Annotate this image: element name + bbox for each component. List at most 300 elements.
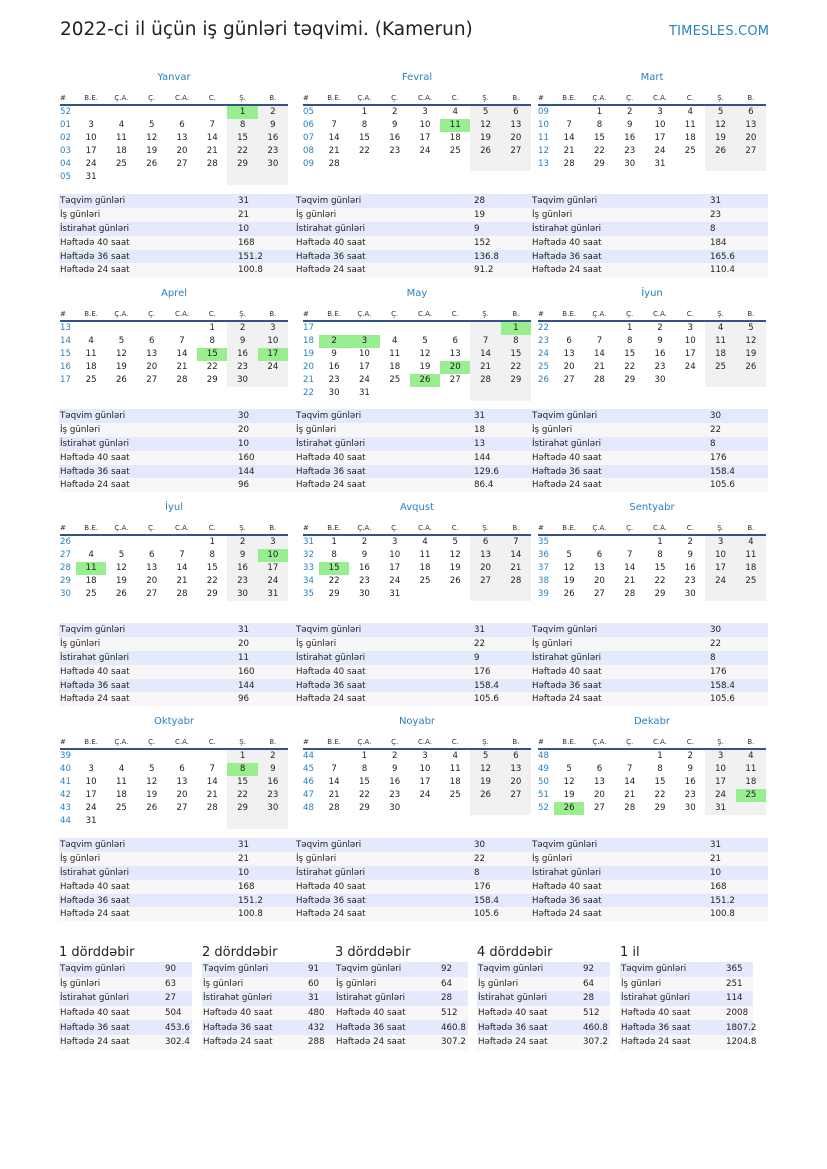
day-cell: 14 [593, 349, 605, 360]
week-number: 35 [303, 589, 314, 600]
stat-value: 165.6 [709, 250, 768, 264]
period-stats [620, 962, 757, 1050]
week-row [60, 588, 288, 601]
day-cell: 27 [146, 375, 158, 386]
stat-value: 30 [237, 409, 296, 423]
weekday-header: C.A. [167, 735, 197, 749]
day-cell: 3 [422, 107, 428, 117]
month-name: Aprel [160, 288, 187, 299]
day-cell: 29 [654, 589, 666, 600]
empty-day-cell [197, 749, 227, 763]
week-row [303, 321, 531, 335]
week-number: 03 [60, 146, 71, 157]
day-cell: 24 [654, 146, 666, 157]
day-cell: 18 [736, 562, 766, 575]
weekday-header: C. [675, 735, 705, 749]
stat-value: 28 [473, 194, 532, 208]
stat-row [59, 637, 296, 651]
day-cell: 25 [736, 575, 766, 588]
weekday-header: B.E. [554, 91, 584, 105]
week-row [60, 789, 288, 802]
week-number: 28 [60, 563, 71, 574]
day-cell: 22 [358, 146, 370, 157]
day-cell: 9 [391, 120, 398, 131]
day-cell: 7 [501, 535, 531, 549]
day-cell: 26 [470, 789, 500, 802]
stat-row [477, 977, 610, 992]
weekday-header: # [303, 521, 319, 535]
day-cell: 23 [389, 790, 401, 801]
stat-value: 1204.8 [725, 1035, 753, 1050]
day-cell: 26 [115, 589, 127, 600]
stat-row [295, 451, 532, 465]
month-calendar [303, 71, 531, 171]
week-number: 48 [303, 803, 314, 814]
day-cell: 29 [206, 375, 218, 386]
stat-value: 302.4 [164, 1035, 192, 1050]
stat-label: Həftədə 36 saat [59, 1020, 164, 1035]
empty-day-cell [440, 158, 470, 171]
weekday-header: C. [440, 521, 470, 535]
weekday-header: Ç. [137, 735, 167, 749]
stat-value: 453.6 [164, 1020, 192, 1035]
day-cell: 10 [358, 349, 370, 360]
empty-day-cell [167, 105, 197, 119]
stat-value: 8 [473, 866, 532, 880]
week-row [538, 763, 766, 776]
day-cell: 11 [115, 133, 127, 144]
weekday-header: B. [501, 735, 531, 749]
day-cell: 8 [331, 550, 337, 561]
stat-row [59, 692, 296, 706]
stat-label: İstirahət günləri [620, 991, 725, 1006]
stat-label: Həftədə 24 saat [531, 692, 709, 706]
week-number: 26 [538, 375, 549, 386]
stat-label: Həftədə 24 saat [295, 263, 473, 277]
stat-label: Həftədə 24 saat [620, 1035, 725, 1050]
day-cell: 28 [206, 159, 218, 170]
empty-day-cell [736, 158, 766, 171]
weekday-header: Ç. [615, 307, 645, 321]
week-number: 39 [538, 589, 549, 600]
empty-day-cell [584, 535, 614, 549]
week-row [538, 776, 766, 789]
weekday-header: Ç.A. [349, 91, 379, 105]
empty-day-cell [197, 171, 227, 184]
stat-label: Təqvim günləri [477, 962, 582, 977]
stat-label: Həftədə 36 saat [531, 894, 709, 908]
stat-label: Həftədə 40 saat [295, 451, 473, 465]
stat-row [295, 437, 532, 451]
day-cell: 5 [470, 105, 500, 119]
week-row [60, 575, 288, 588]
week-row [60, 562, 288, 575]
stat-label: İstirahət günləri [202, 991, 307, 1006]
week-row [303, 119, 531, 132]
stat-row [531, 623, 768, 637]
period-title: 3 dörddəbir [335, 945, 411, 960]
stat-label: Həftədə 36 saat [59, 679, 237, 693]
day-cell: 4 [88, 550, 94, 561]
weekday-header: C.A. [645, 735, 675, 749]
stat-value: 96 [237, 478, 296, 492]
stat-label: Təqvim günləri [295, 194, 473, 208]
brand-link[interactable]: TIMESLES.COM [669, 24, 770, 39]
stat-label: Həftədə 40 saat [531, 665, 709, 679]
day-cell: 11 [85, 349, 97, 360]
weekday-header: C.A. [167, 307, 197, 321]
weekday-header: Ç. [137, 91, 167, 105]
stat-row [531, 637, 768, 651]
stat-label: İş günləri [59, 423, 237, 437]
day-cell: 19 [115, 576, 127, 587]
day-cell: 14 [206, 777, 218, 788]
weekday-header: C. [197, 735, 227, 749]
stat-value: 91.2 [473, 263, 532, 277]
day-cell: 10 [419, 120, 431, 131]
week-number: 44 [60, 816, 71, 827]
empty-day-cell [349, 158, 379, 171]
stat-value: 158.4 [473, 679, 532, 693]
stat-row [335, 991, 468, 1006]
week-row [538, 145, 766, 158]
day-cell: 28 [593, 375, 605, 386]
empty-day-cell [137, 535, 167, 549]
day-cell: 24 [85, 159, 97, 170]
day-cell: 24 [358, 375, 370, 386]
week-number: 04 [60, 159, 71, 170]
stat-row [620, 962, 753, 977]
day-cell: 8 [501, 335, 531, 348]
empty-day-cell [440, 588, 470, 601]
day-cell: 6 [179, 764, 185, 775]
weekday-header: # [60, 91, 76, 105]
week-number: 26 [60, 537, 71, 547]
stat-value: 460.8 [440, 1020, 468, 1035]
week-row [303, 361, 531, 374]
weekday-header: B. [501, 307, 531, 321]
stat-label: Həftədə 40 saat [295, 880, 473, 894]
stat-value: 18 [473, 423, 532, 437]
day-cell: 8 [657, 550, 663, 561]
stat-label: İş günləri [477, 977, 582, 992]
stat-row [59, 222, 296, 236]
stat-row [59, 437, 296, 451]
stat-label: Həftədə 36 saat [59, 465, 237, 479]
week-number: 17 [60, 375, 71, 386]
stat-row [59, 907, 296, 921]
weekday-header: Ş. [470, 735, 500, 749]
day-cell: 30 [624, 159, 636, 170]
stat-row [477, 1006, 610, 1021]
month-calendar [60, 501, 288, 601]
day-cell: 25 [115, 159, 127, 170]
stat-row [335, 962, 468, 977]
stat-row [295, 852, 532, 866]
stat-label: İstirahət günləri [531, 866, 709, 880]
week-row [60, 335, 288, 348]
stat-label: Təqvim günləri [59, 623, 237, 637]
stat-row [295, 907, 532, 921]
day-cell: 1 [657, 537, 663, 547]
week-row [60, 348, 288, 361]
stat-value: 63 [164, 977, 192, 992]
empty-day-cell [137, 321, 167, 335]
weekday-header: # [538, 307, 554, 321]
day-cell: 5 [470, 749, 500, 763]
month-grid [303, 735, 531, 815]
stat-label: Həftədə 36 saat [295, 250, 473, 264]
holiday-day-cell: 20 [440, 361, 470, 374]
day-cell: 15 [593, 133, 605, 144]
day-cell: 21 [176, 362, 188, 373]
stat-value: 512 [440, 1006, 468, 1021]
day-cell: 4 [88, 336, 94, 347]
week-number: 23 [538, 336, 549, 347]
day-cell: 30 [684, 589, 696, 600]
day-cell: 3 [258, 321, 288, 335]
stat-row [477, 962, 610, 977]
week-number: 52 [538, 803, 549, 814]
day-cell: 10 [258, 335, 288, 348]
empty-day-cell [736, 374, 766, 387]
stat-label: Təqvim günləri [59, 962, 164, 977]
stat-value: 30 [473, 838, 532, 852]
month-name: Noyabr [398, 716, 436, 727]
day-cell: 17 [419, 133, 431, 144]
day-cell: 5 [566, 550, 572, 561]
empty-day-cell [106, 171, 136, 184]
weekday-header: B. [736, 91, 766, 105]
day-cell: 13 [146, 563, 158, 574]
empty-day-cell [349, 321, 379, 335]
day-cell: 22 [206, 362, 218, 373]
day-cell: 16 [258, 776, 288, 789]
stat-label: Həftədə 36 saat [477, 1020, 582, 1035]
day-cell: 18 [705, 348, 735, 361]
empty-day-cell [106, 749, 136, 763]
stat-value: 176 [473, 665, 532, 679]
stat-value: 129.6 [473, 465, 532, 479]
weekday-header: C.A. [410, 521, 440, 535]
weekday-header: # [538, 521, 554, 535]
day-cell: 3 [391, 537, 398, 547]
weekday-header: Ç. [380, 307, 410, 321]
weekday-header: C.A. [410, 307, 440, 321]
day-cell: 18 [389, 362, 401, 373]
month-name: Mart [640, 72, 664, 83]
stat-label: Təqvim günləri [59, 194, 237, 208]
day-cell: 8 [209, 336, 215, 347]
day-cell: 18 [449, 777, 461, 788]
day-cell: 26 [146, 159, 158, 170]
stat-value: 504 [164, 1006, 192, 1021]
day-cell: 5 [148, 120, 155, 131]
holiday-day-cell: 26 [410, 374, 440, 387]
holiday-day-cell: 11 [76, 562, 106, 575]
stat-value: 22 [473, 852, 532, 866]
stat-value: 168 [709, 880, 768, 894]
week-row [60, 132, 288, 145]
day-cell: 5 [118, 550, 125, 561]
day-cell: 14 [176, 563, 188, 574]
week-row [303, 562, 531, 575]
day-cell: 20 [563, 362, 575, 373]
stat-value: 11 [237, 651, 296, 665]
stat-value: 22 [709, 637, 768, 651]
stat-value: 22 [473, 637, 532, 651]
day-cell: 30 [684, 803, 696, 814]
day-cell: 3 [687, 323, 693, 333]
stat-value: 158.4 [473, 894, 532, 908]
day-cell: 14 [206, 133, 218, 144]
day-cell: 26 [470, 145, 500, 158]
stat-label: Həftədə 36 saat [531, 679, 709, 693]
day-cell: 9 [657, 336, 663, 347]
stat-row [59, 894, 296, 908]
day-cell: 28 [328, 803, 340, 814]
day-cell: 9 [361, 550, 368, 561]
day-cell: 5 [705, 105, 735, 119]
day-cell: 3 [88, 764, 94, 775]
month-stats [295, 838, 532, 921]
week-number: 08 [303, 146, 314, 157]
stat-value: 160 [237, 665, 296, 679]
day-cell: 20 [176, 146, 188, 157]
day-cell: 4 [452, 751, 458, 761]
empty-day-cell [137, 749, 167, 763]
month-stats [59, 409, 296, 492]
weekday-header: C. [440, 735, 470, 749]
week-number: 48 [538, 751, 549, 761]
day-cell: 27 [501, 789, 531, 802]
stat-value: 28 [582, 991, 610, 1006]
weekday-header: # [303, 735, 319, 749]
stat-value: 92 [440, 962, 468, 977]
period-summary [620, 943, 757, 1050]
stat-value: 19 [473, 208, 532, 222]
day-cell: 21 [206, 146, 218, 157]
stat-label: Həftədə 36 saat [335, 1020, 440, 1035]
day-cell: 12 [146, 777, 158, 788]
stat-value: 288 [307, 1035, 335, 1050]
day-cell: 4 [422, 537, 428, 547]
day-cell: 1 [361, 751, 368, 761]
day-cell: 25 [85, 589, 97, 600]
day-cell: 13 [176, 777, 188, 788]
holiday-day-cell: 1 [501, 321, 531, 335]
stat-label: İş günləri [531, 423, 709, 437]
day-cell: 1 [227, 749, 257, 763]
day-cell: 13 [146, 349, 158, 360]
day-cell: 11 [684, 120, 696, 131]
stat-value: 251 [725, 977, 753, 992]
stat-label: Həftədə 24 saat [295, 692, 473, 706]
stat-row [531, 665, 768, 679]
weekday-header: # [60, 307, 76, 321]
period-summary [202, 943, 335, 1050]
week-row [303, 588, 531, 601]
stat-value: 9 [473, 651, 532, 665]
weekday-header: B. [736, 521, 766, 535]
empty-day-cell [319, 321, 349, 335]
day-cell: 31 [358, 388, 370, 399]
weekday-header: # [60, 735, 76, 749]
week-number: 37 [538, 563, 549, 574]
month-grid [303, 521, 531, 601]
stat-label: Həftədə 40 saat [531, 880, 709, 894]
day-cell: 16 [328, 362, 340, 373]
weekday-header: C. [197, 91, 227, 105]
stat-row [295, 465, 532, 479]
stat-label: Həftədə 40 saat [202, 1006, 307, 1021]
empty-day-cell [380, 387, 410, 400]
period-stats [202, 962, 335, 1050]
stat-row [59, 423, 296, 437]
weekday-header: C.A. [167, 91, 197, 105]
stat-row [295, 866, 532, 880]
stat-label: Həftədə 24 saat [295, 478, 473, 492]
weekday-header: B. [258, 307, 288, 321]
weekday-header: B.E. [76, 91, 106, 105]
stat-value: 86.4 [473, 478, 532, 492]
day-cell: 28 [563, 159, 575, 170]
week-number: 22 [303, 388, 314, 399]
day-cell: 22 [501, 361, 531, 374]
stat-value: 512 [582, 1006, 610, 1021]
week-number: 50 [538, 777, 549, 788]
stat-value: 31 [237, 623, 296, 637]
day-cell: 25 [705, 361, 735, 374]
stat-value: 136.8 [473, 250, 532, 264]
stat-row [531, 409, 768, 423]
stat-row [477, 1020, 610, 1035]
day-cell: 28 [470, 374, 500, 387]
stat-label: Təqvim günləri [295, 409, 473, 423]
weekday-header: Ç.A. [584, 521, 614, 535]
stat-row [531, 838, 768, 852]
stat-value: 307.2 [582, 1035, 610, 1050]
day-cell: 12 [470, 119, 500, 132]
weekday-header: Ç. [137, 521, 167, 535]
day-cell: 21 [624, 576, 636, 587]
day-cell: 26 [705, 145, 735, 158]
day-cell: 26 [563, 589, 575, 600]
day-cell: 24 [85, 803, 97, 814]
weekday-header: C. [675, 521, 705, 535]
stat-value: 31 [473, 409, 532, 423]
weekday-header: # [538, 91, 554, 105]
month-name: Avqust [400, 502, 434, 513]
stat-value: 105.6 [473, 907, 532, 921]
day-cell: 30 [258, 802, 288, 815]
empty-day-cell [410, 387, 440, 400]
day-cell: 6 [501, 749, 531, 763]
stat-label: Həftədə 40 saat [477, 1006, 582, 1021]
week-number: 13 [60, 323, 71, 333]
month-calendar [538, 287, 766, 387]
stat-value: 10 [237, 866, 296, 880]
week-number: 12 [538, 146, 549, 157]
day-cell: 11 [736, 763, 766, 776]
stat-value: 432 [307, 1020, 335, 1035]
stat-value: 10 [709, 866, 768, 880]
stat-value: 28 [440, 991, 468, 1006]
weekday-header: B. [258, 91, 288, 105]
weekday-header: Ç.A. [106, 521, 136, 535]
day-cell: 15 [654, 563, 666, 574]
stat-value: 100.8 [237, 907, 296, 921]
